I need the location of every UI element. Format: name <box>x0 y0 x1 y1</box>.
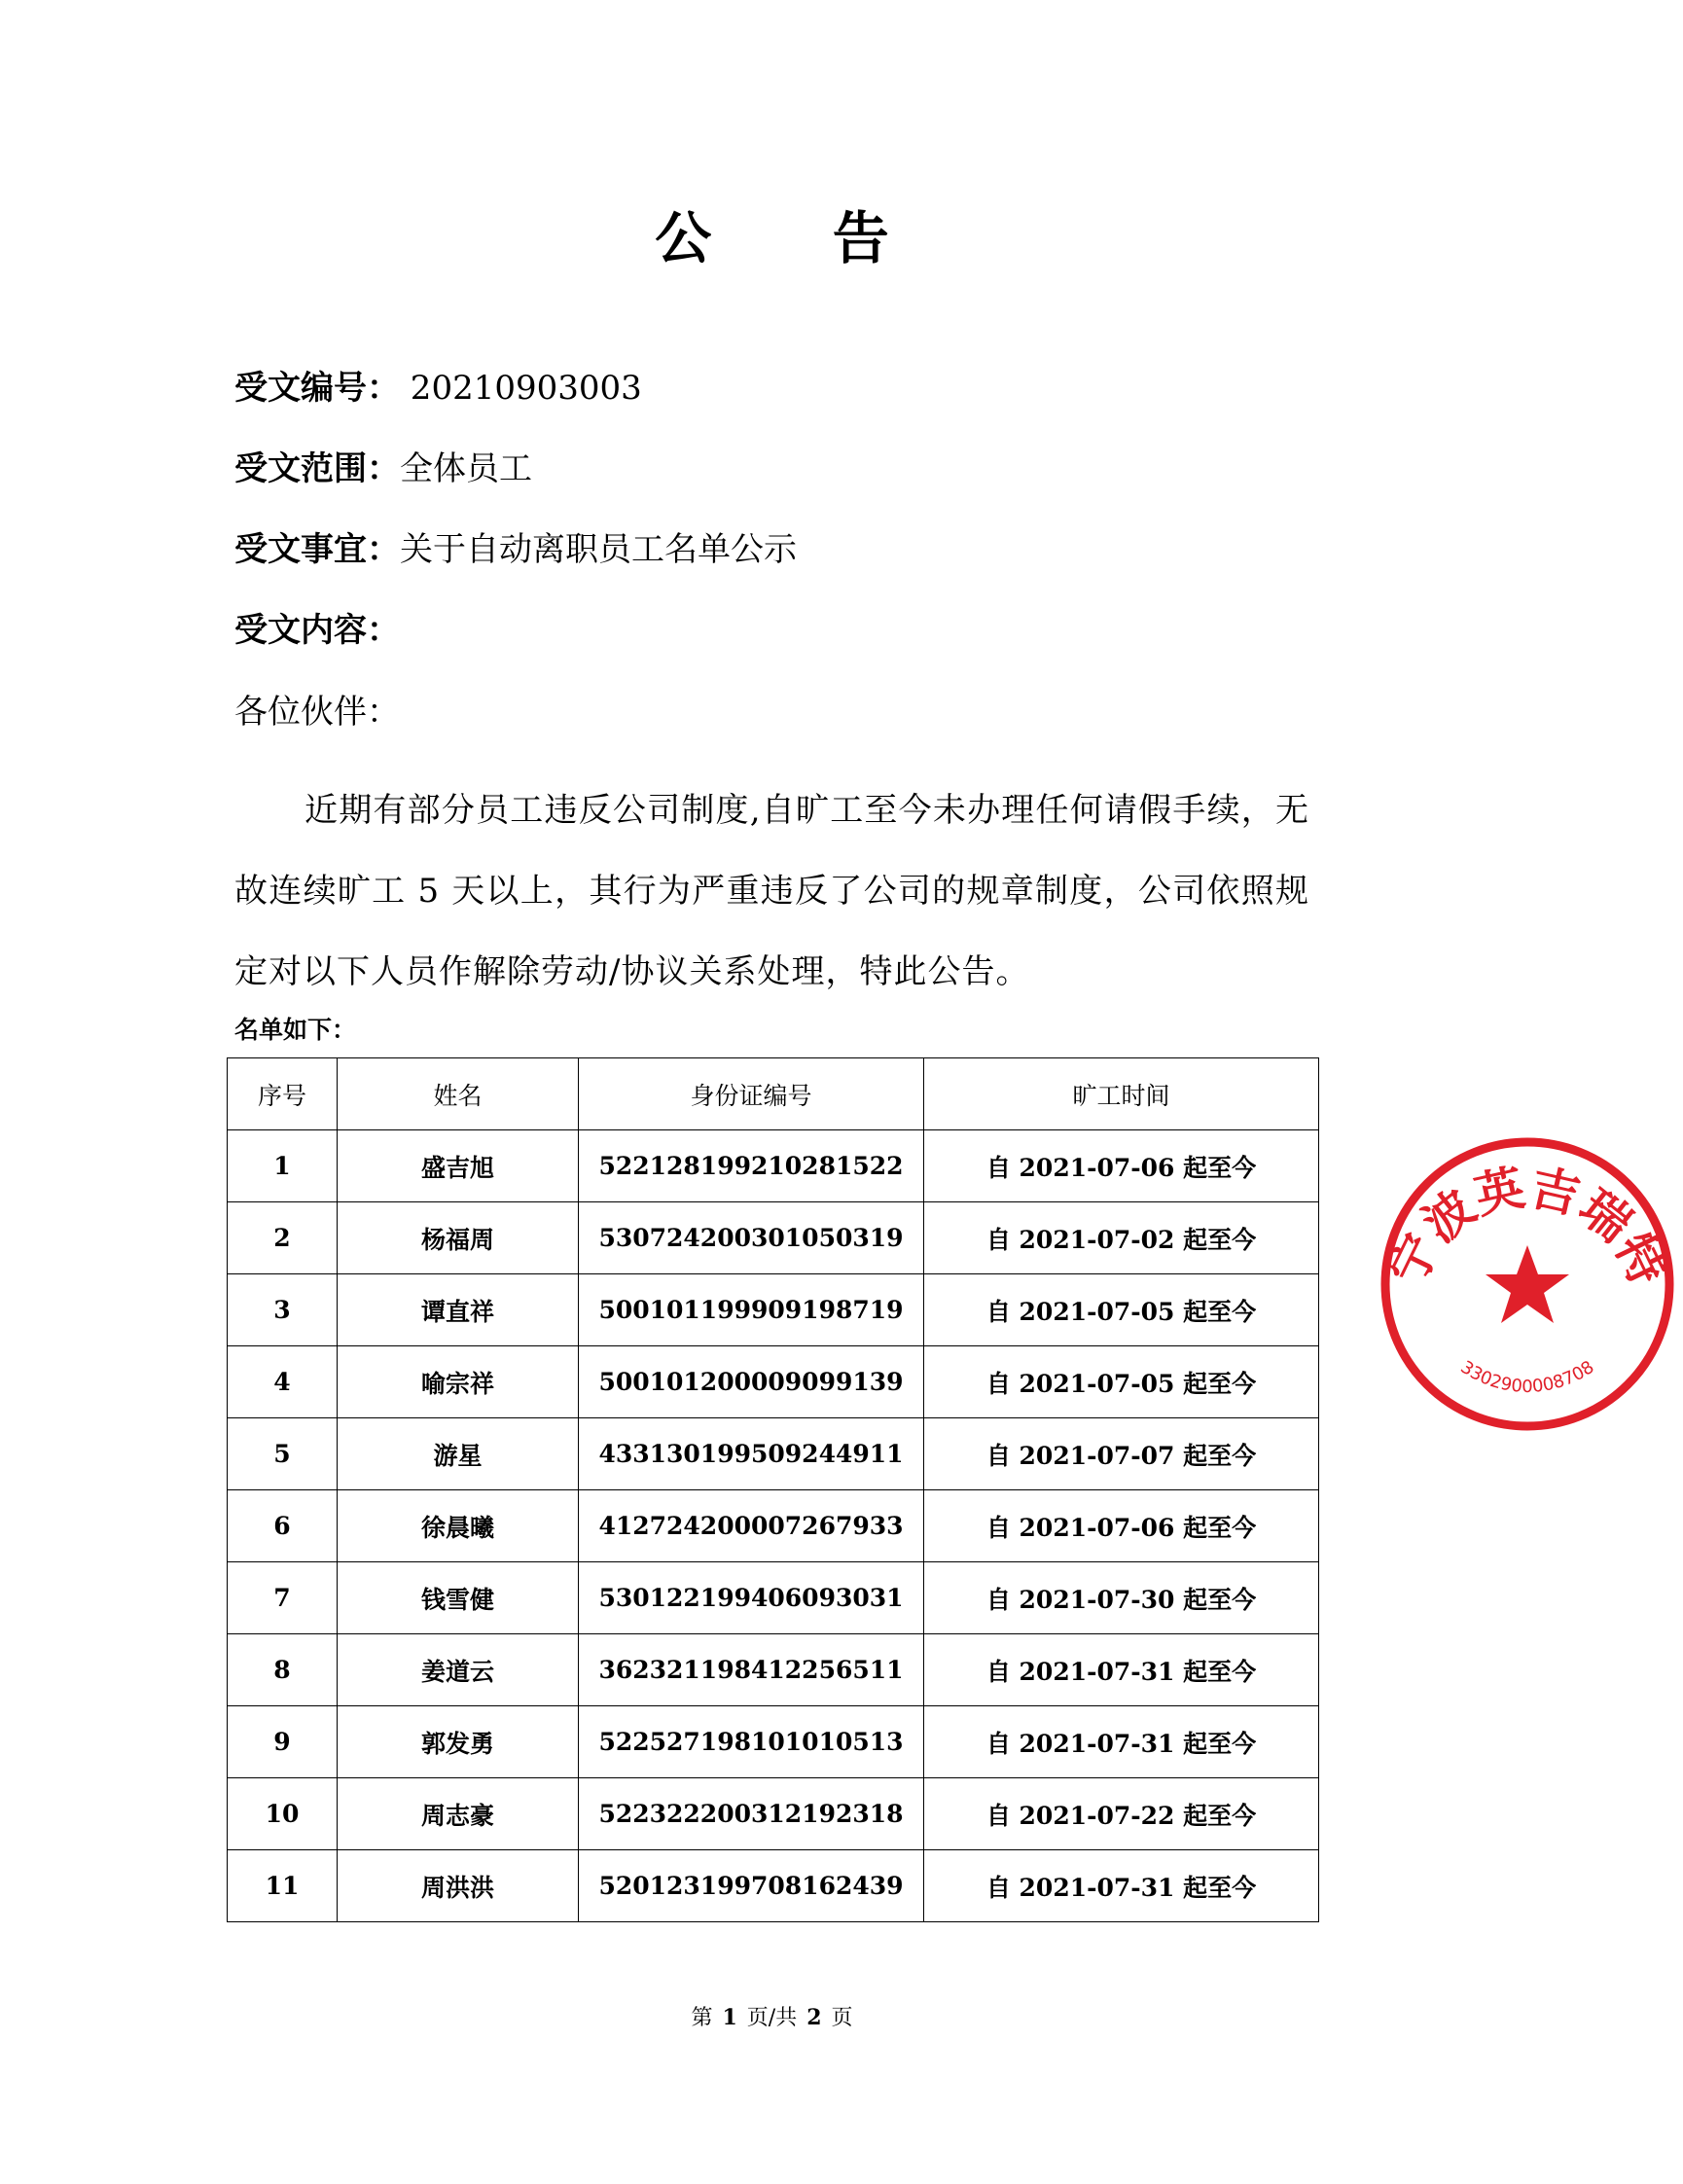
footer-middle: 页/共 <box>746 2006 798 2030</box>
cell-no: 5 <box>228 1418 338 1490</box>
cell-id-number: 522322200312192318 <box>579 1778 924 1850</box>
company-seal <box>1372 1128 1683 1440</box>
cell-id-number: 522527198101010513 <box>579 1706 924 1778</box>
cell-name: 谭直祥 <box>338 1274 579 1346</box>
table-row <box>228 1418 1319 1490</box>
scope-label: 受文范围： <box>234 449 400 488</box>
cell-no: 11 <box>228 1850 338 1922</box>
cell-no: 6 <box>228 1490 338 1562</box>
cell-absence-period: 自 2021-07-06 起至今 <box>924 1490 1319 1562</box>
scope-value: 全体员工 <box>400 449 532 488</box>
cell-absence-period: 自 2021-07-30 起至今 <box>924 1562 1319 1634</box>
header-id: 身份证编号 <box>579 1058 924 1130</box>
cell-absence-period: 自 2021-07-06 起至今 <box>924 1130 1319 1202</box>
seal-star-icon <box>1486 1245 1569 1323</box>
table-header-row <box>228 1058 1319 1130</box>
cell-absence-period: 自 2021-07-31 起至今 <box>924 1634 1319 1706</box>
cell-id-number: 520123199708162439 <box>579 1850 924 1922</box>
table-row <box>228 1274 1319 1346</box>
cell-no: 4 <box>228 1346 338 1418</box>
cell-name: 周洪洪 <box>338 1850 579 1922</box>
matter-label: 受文事宜： <box>234 530 400 569</box>
cell-id-number: 522128199210281522 <box>579 1130 924 1202</box>
header-absence: 旷工时间 <box>924 1058 1319 1130</box>
cell-id-number: 530724200301050319 <box>579 1202 924 1274</box>
roster-table <box>227 1057 1319 1922</box>
table-row <box>228 1778 1319 1850</box>
cell-no: 2 <box>228 1202 338 1274</box>
cell-absence-period: 自 2021-07-05 起至今 <box>924 1346 1319 1418</box>
doc-number-label: 受文编号： <box>234 369 400 408</box>
header-no: 序号 <box>228 1058 338 1130</box>
cell-no: 1 <box>228 1130 338 1202</box>
doc-number-line <box>234 369 642 408</box>
notice-body: 近期有部分员工违反公司制度,自旷工至今未办理任何请假手续，无故连续旷工 5 天以上，其行为严重违反了公司的规章制度，公司依照规定对以下人员作解除劳动/协议关系处理，特此公告。 <box>234 791 1309 991</box>
footer-page-number: 1 <box>722 2005 737 2030</box>
list-title: 名单如下： <box>234 1016 357 1044</box>
seal-number: 3302900008708 <box>1456 1356 1598 1397</box>
cell-id-number: 500101199909198719 <box>579 1274 924 1346</box>
footer-total-pages: 2 <box>806 2005 822 2030</box>
cell-no: 10 <box>228 1778 338 1850</box>
cell-name: 钱雪健 <box>338 1562 579 1634</box>
cell-id-number: 530122199406093031 <box>579 1562 924 1634</box>
greeting: 各位伙伴： <box>234 693 400 732</box>
page-footer <box>0 2001 1544 2031</box>
cell-absence-period: 自 2021-07-02 起至今 <box>924 1202 1319 1274</box>
cell-no: 9 <box>228 1706 338 1778</box>
table-row <box>228 1850 1319 1922</box>
cell-name: 喻宗祥 <box>338 1346 579 1418</box>
cell-no: 8 <box>228 1634 338 1706</box>
cell-name: 杨福周 <box>338 1202 579 1274</box>
cell-absence-period: 自 2021-07-22 起至今 <box>924 1778 1319 1850</box>
table-row <box>228 1346 1319 1418</box>
footer-suffix: 页 <box>831 2006 853 2030</box>
table-row <box>228 1562 1319 1634</box>
matter-value: 关于自动离职员工名单公示 <box>400 530 797 569</box>
table-row <box>228 1490 1319 1562</box>
table-body <box>228 1130 1319 1922</box>
scope-line <box>234 449 532 488</box>
cell-name: 周志豪 <box>338 1778 579 1850</box>
matter-line <box>234 530 797 569</box>
cell-id-number: 412724200007267933 <box>579 1490 924 1562</box>
cell-absence-period: 自 2021-07-31 起至今 <box>924 1706 1319 1778</box>
cell-id-number: 362321198412256511 <box>579 1634 924 1706</box>
cell-name: 姜道云 <box>338 1634 579 1706</box>
document-title: 公 告 <box>655 205 940 271</box>
table-row <box>228 1130 1319 1202</box>
cell-absence-period: 自 2021-07-31 起至今 <box>924 1850 1319 1922</box>
cell-name: 徐晨曦 <box>338 1490 579 1562</box>
table-row <box>228 1202 1319 1274</box>
cell-no: 7 <box>228 1562 338 1634</box>
footer-prefix: 第 <box>691 2006 713 2030</box>
cell-name: 游星 <box>338 1418 579 1490</box>
table-row <box>228 1706 1319 1778</box>
content-line <box>234 611 400 650</box>
doc-number-value: 20210903003 <box>400 369 642 408</box>
seal-text: 宁波英吉瑞特 <box>1378 1159 1677 1294</box>
header-name: 姓名 <box>338 1058 579 1130</box>
cell-no: 3 <box>228 1274 338 1346</box>
content-label: 受文内容： <box>234 611 400 650</box>
cell-name: 盛吉旭 <box>338 1130 579 1202</box>
cell-absence-period: 自 2021-07-05 起至今 <box>924 1274 1319 1346</box>
cell-id-number: 500101200009099139 <box>579 1346 924 1418</box>
cell-absence-period: 自 2021-07-07 起至今 <box>924 1418 1319 1490</box>
cell-name: 郭发勇 <box>338 1706 579 1778</box>
table-row <box>228 1634 1319 1706</box>
cell-id-number: 433130199509244911 <box>579 1418 924 1490</box>
